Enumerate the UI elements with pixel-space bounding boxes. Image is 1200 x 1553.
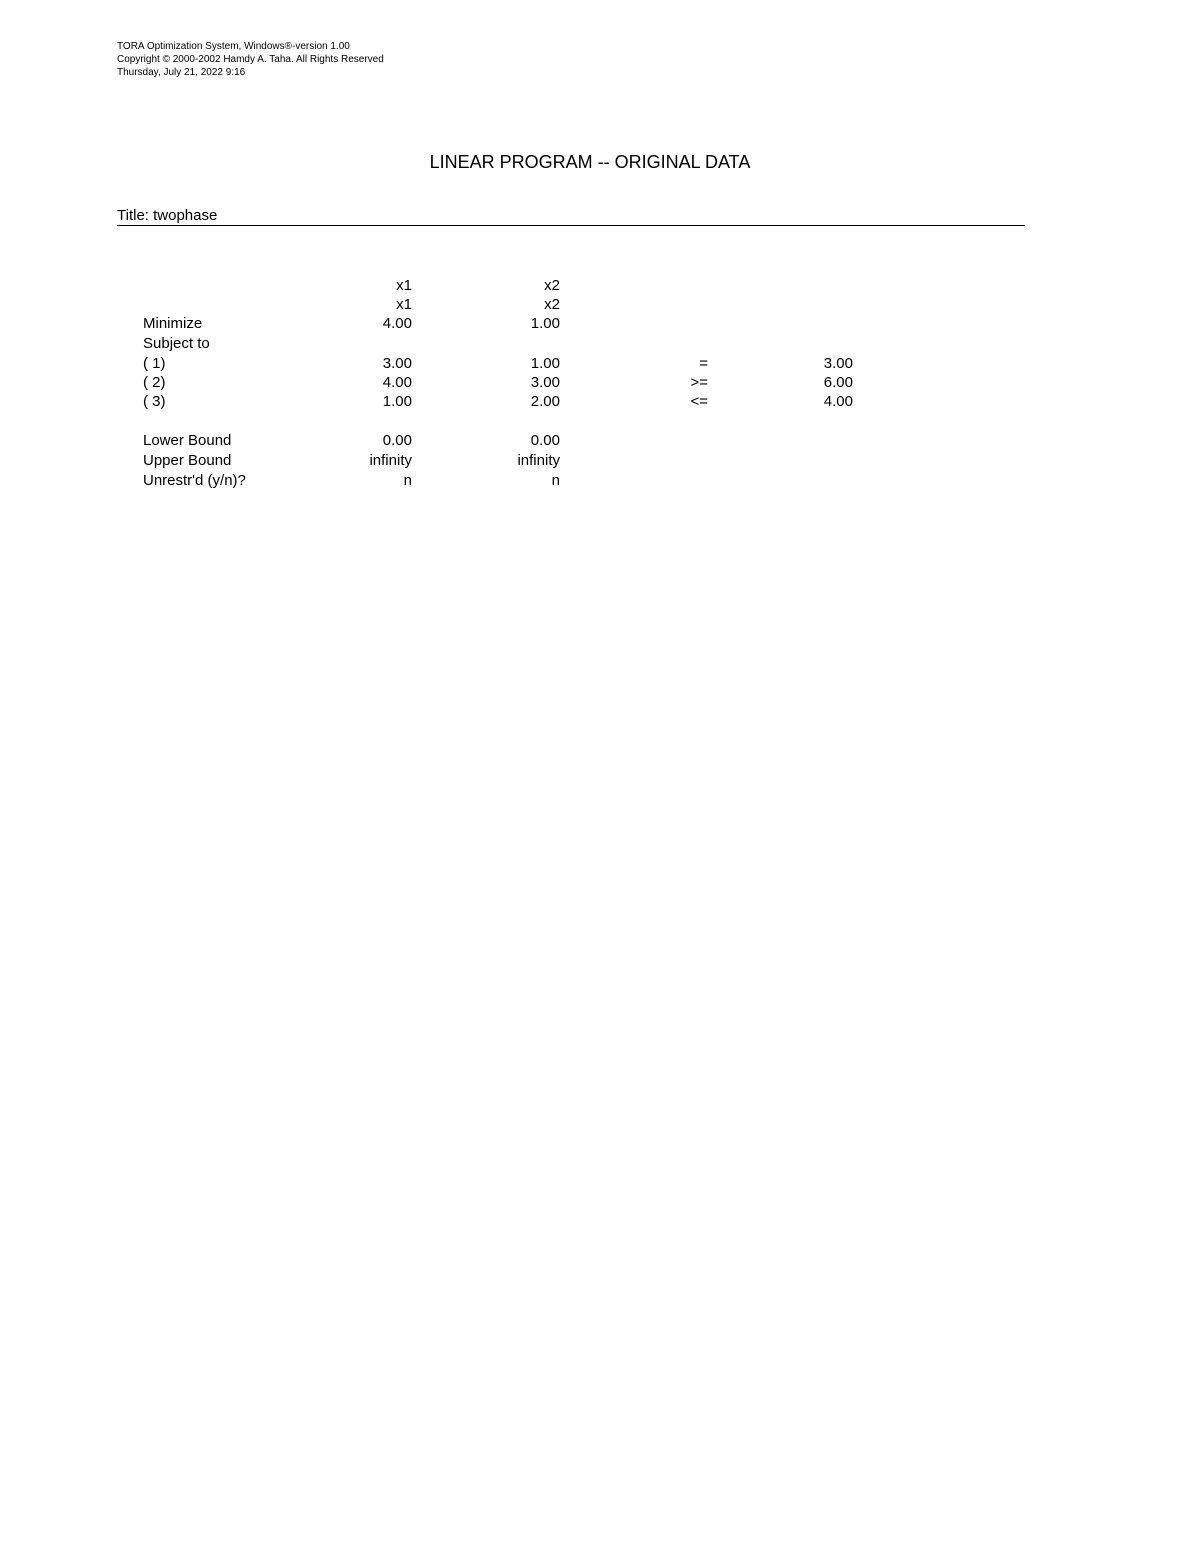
constraint-3-rhs: 4.00 xyxy=(823,393,853,410)
constraint-3-label: ( 3) xyxy=(143,393,166,410)
unrestricted-x1: n xyxy=(403,472,412,489)
objective-coef-x1: 4.00 xyxy=(382,315,412,332)
var-subheader-x1: x1 xyxy=(396,296,412,313)
constraint-1-label: ( 1) xyxy=(143,355,166,372)
var-header-x2: x2 xyxy=(544,277,560,294)
unrestricted-label: Unrestr'd (y/n)? xyxy=(143,472,246,489)
constraint-2-coef-x2: 3.00 xyxy=(530,374,560,391)
constraint-2-label: ( 2) xyxy=(143,374,166,391)
subject-to-label: Subject to xyxy=(143,335,210,352)
title-underline xyxy=(117,225,1025,226)
constraint-2-rhs: 6.00 xyxy=(823,374,853,391)
software-name-line: TORA Optimization System, Windows®-version 1.00 xyxy=(117,41,350,52)
constraint-2-coef-x1: 4.00 xyxy=(382,374,412,391)
lower-bound-x1: 0.00 xyxy=(382,432,412,449)
constraint-3-coef-x2: 2.00 xyxy=(530,393,560,410)
upper-bound-x2: infinity xyxy=(517,452,560,469)
constraint-1-coef-x2: 1.00 xyxy=(530,355,560,372)
constraint-3-coef-x1: 1.00 xyxy=(382,393,412,410)
lower-bound-x2: 0.00 xyxy=(530,432,560,449)
constraint-1-relation: = xyxy=(699,355,708,372)
constraint-1-rhs: 3.00 xyxy=(823,355,853,372)
objective-coef-x2: 1.00 xyxy=(530,315,560,332)
constraint-2-relation: >= xyxy=(690,374,708,391)
objective-label: Minimize xyxy=(143,315,203,332)
constraint-1-coef-x1: 3.00 xyxy=(382,355,412,372)
var-subheader-x2: x2 xyxy=(544,296,560,313)
model-title: Title: twophase xyxy=(117,207,218,224)
lower-bound-label: Lower Bound xyxy=(143,432,232,449)
timestamp-line: Thursday, July 21, 2022 9:16 xyxy=(117,67,246,78)
copyright-line: Copyright © 2000-2002 Hamdy A. Taha. All Rights Reserved xyxy=(117,54,384,65)
var-header-x1: x1 xyxy=(396,277,412,294)
report-title: LINEAR PROGRAM -- ORIGINAL DATA xyxy=(429,152,751,172)
constraint-3-relation: <= xyxy=(690,393,708,410)
unrestricted-x2: n xyxy=(551,472,560,489)
upper-bound-label: Upper Bound xyxy=(143,452,232,469)
upper-bound-x1: infinity xyxy=(369,452,412,469)
